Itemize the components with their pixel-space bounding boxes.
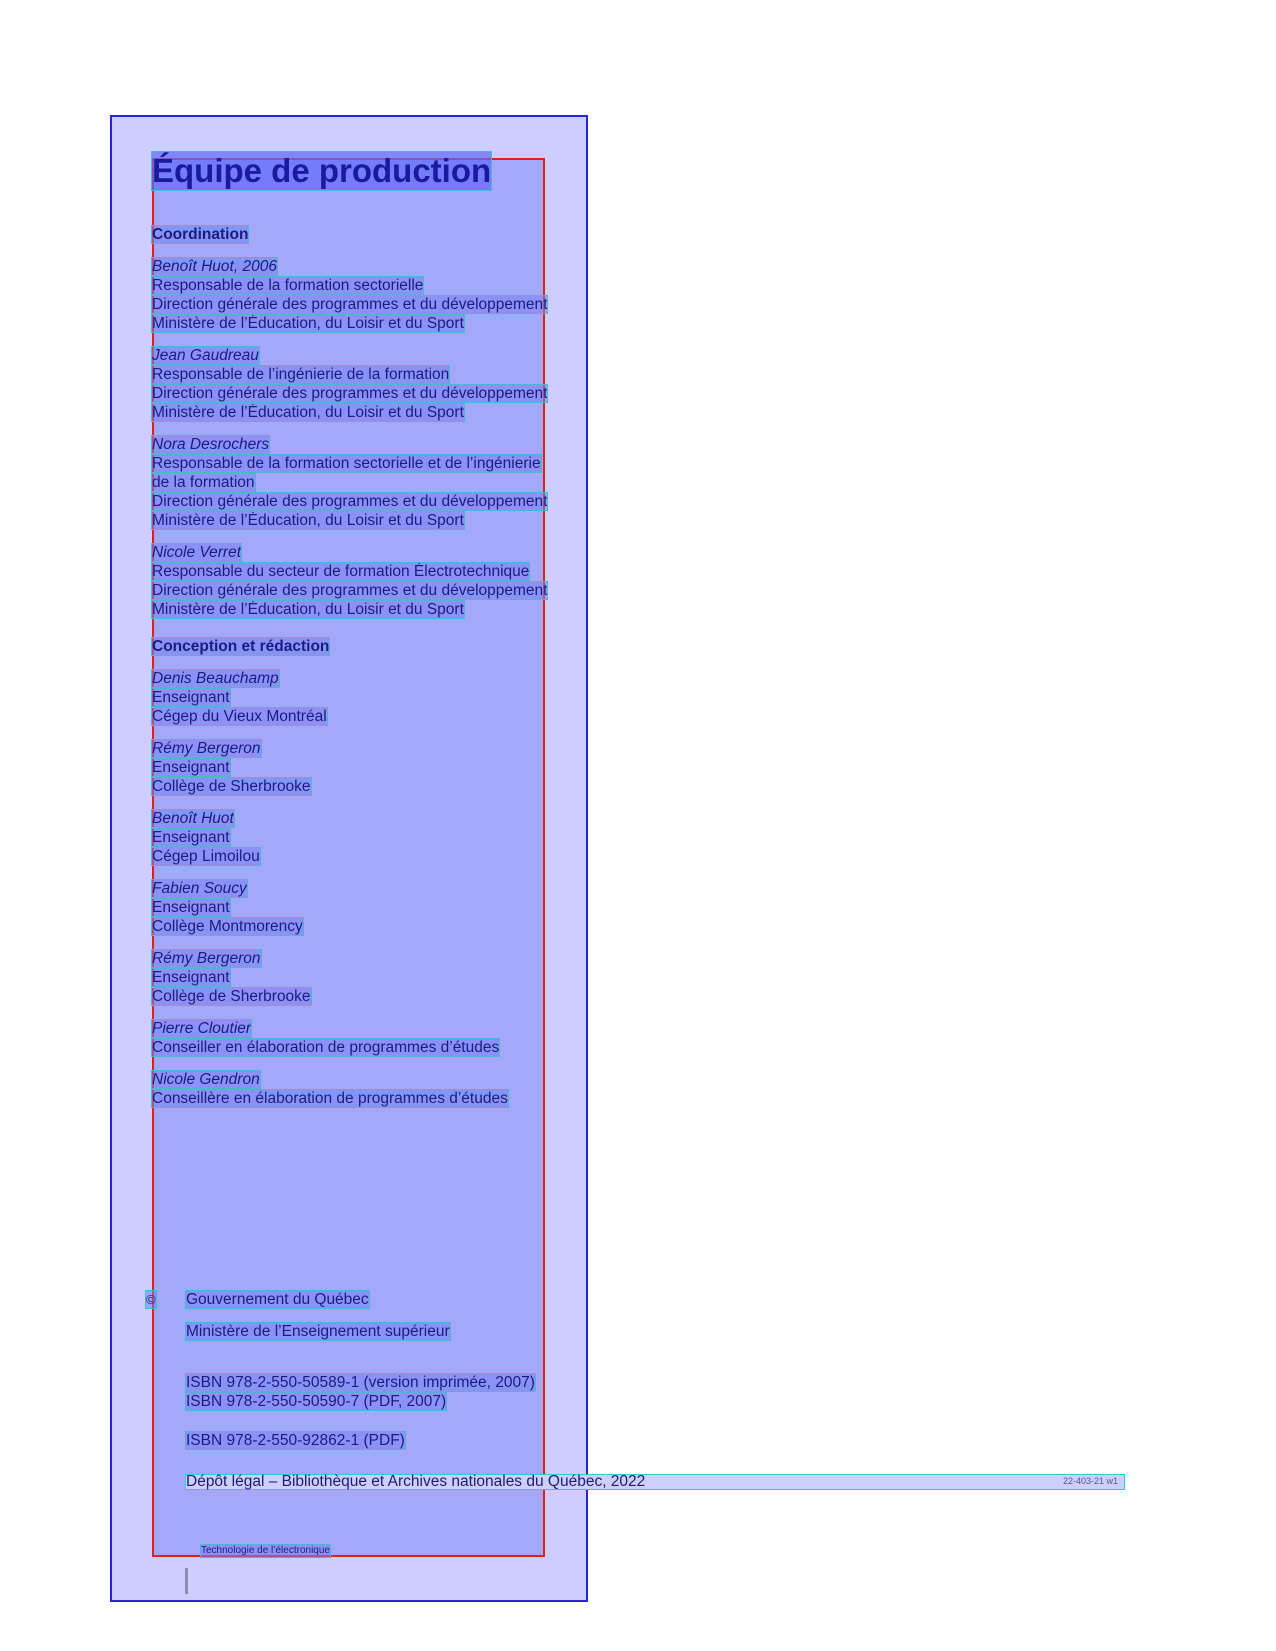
person-name: Jean Gaudreau bbox=[152, 347, 259, 364]
person-line: Direction générale des programmes et du développement bbox=[152, 385, 548, 402]
person-line: Direction générale des programmes et du développement bbox=[152, 493, 548, 510]
person-line: Responsable de la formation sectorielle et de l’ingénierie bbox=[152, 455, 541, 472]
person-name: Fabien Soucy bbox=[152, 880, 247, 897]
government-name: Gouvernement du Québec bbox=[186, 1291, 369, 1308]
person-line: Collège de Sherbrooke bbox=[152, 778, 311, 795]
person-line: Responsable de la formation sectorielle bbox=[152, 277, 424, 294]
program-footer: Technologie de l’électronique bbox=[201, 1545, 330, 1556]
isbn-pdf-2007: ISBN 978-2-550-50590-7 (PDF, 2007) bbox=[186, 1393, 447, 1410]
person-line: Enseignant bbox=[152, 759, 230, 776]
isbn-pdf: ISBN 978-2-550-92862-1 (PDF) bbox=[186, 1432, 405, 1449]
person-name: Pierre Cloutier bbox=[152, 1020, 252, 1037]
person-line: Ministère de l’Éducation, du Loisir et du Sport bbox=[152, 512, 464, 529]
person-line: Conseiller en élaboration de programmes d’études bbox=[152, 1039, 500, 1056]
person-line: Conseillère en élaboration de programmes d’études bbox=[152, 1090, 508, 1107]
person-line: Ministère de l’Éducation, du Loisir et du Sport bbox=[152, 404, 464, 421]
person-line: Ministère de l’Éducation, du Loisir et du Sport bbox=[152, 601, 464, 618]
person-name: Denis Beauchamp bbox=[152, 670, 279, 687]
person-line: Responsable de l’ingénierie de la formation bbox=[152, 366, 450, 383]
section-heading-conception: Conception et rédaction bbox=[152, 638, 330, 655]
person-line: Enseignant bbox=[152, 689, 230, 706]
page-title: Équipe de production bbox=[152, 152, 492, 189]
person-line: Enseignant bbox=[152, 829, 230, 846]
person-line: Direction générale des programmes et du développement bbox=[152, 296, 548, 313]
document-code: 22-403-21 w1 bbox=[1062, 1476, 1118, 1486]
ministry-name: Ministère de l’Enseignement supérieur bbox=[186, 1323, 450, 1340]
person-line: Enseignant bbox=[152, 969, 230, 986]
person-name: Rémy Bergeron bbox=[152, 740, 261, 757]
person-line: Direction générale des programmes et du développement bbox=[152, 582, 548, 599]
legal-deposit-text: Dépôt légal – Bibliothèque et Archives nationales du Québec, 2022 bbox=[186, 1473, 646, 1490]
person-line: Collège de Sherbrooke bbox=[152, 988, 311, 1005]
person-name: Benoît Huot, 2006 bbox=[152, 258, 277, 275]
isbn-print: ISBN 978-2-550-50589-1 (version imprimée, 2007) bbox=[186, 1374, 535, 1391]
person-line: Cégep Limoilou bbox=[152, 848, 260, 865]
person-line: de la formation bbox=[152, 474, 255, 491]
text-cursor bbox=[185, 1568, 188, 1594]
person-name: Rémy Bergeron bbox=[152, 950, 261, 967]
copyright-symbol: © bbox=[146, 1292, 156, 1307]
person-name: Nicole Gendron bbox=[152, 1071, 260, 1088]
person-name: Nora Desrochers bbox=[152, 436, 270, 453]
section-heading-coordination: Coordination bbox=[152, 226, 249, 243]
legal-deposit-line bbox=[186, 1475, 1124, 1489]
person-name: Nicole Verret bbox=[152, 544, 242, 561]
person-line: Ministère de l’Éducation, du Loisir et du Sport bbox=[152, 315, 464, 332]
person-line: Cégep du Vieux Montréal bbox=[152, 708, 327, 725]
person-line: Collège Montmorency bbox=[152, 918, 303, 935]
person-name: Benoît Huot bbox=[152, 810, 234, 827]
person-line: Responsable du secteur de formation Électrotechnique bbox=[152, 563, 530, 580]
person-line: Enseignant bbox=[152, 899, 230, 916]
